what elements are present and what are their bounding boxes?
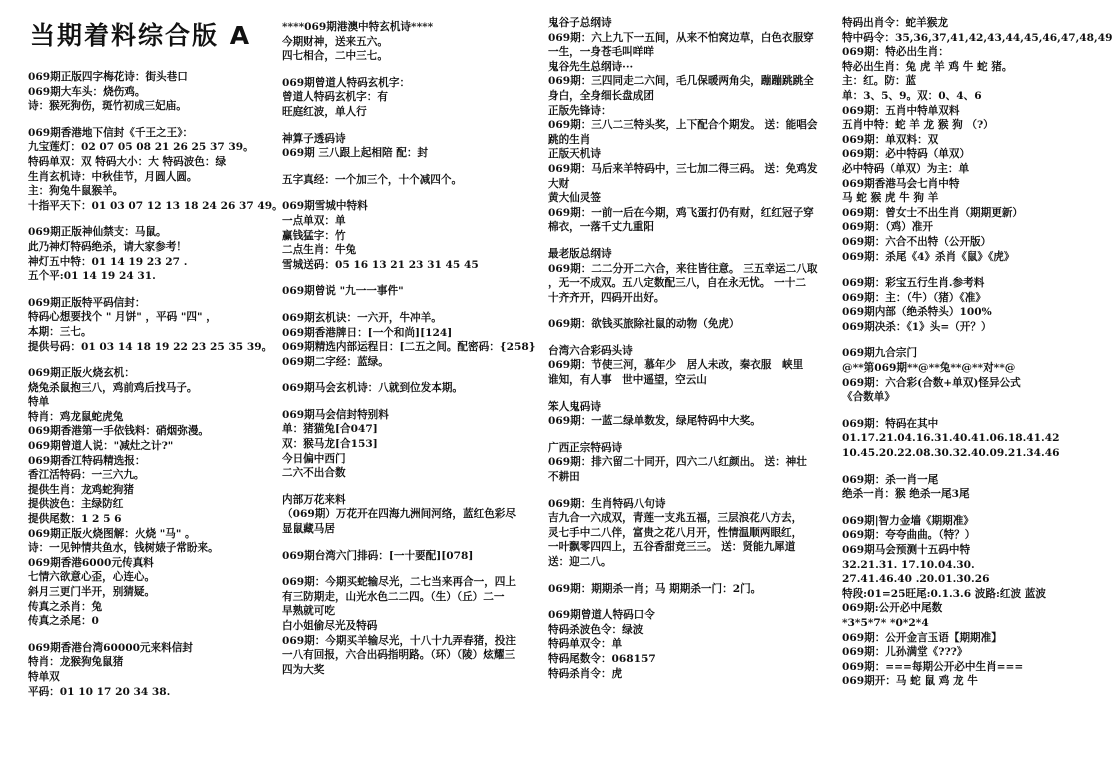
- text-section: [548, 247, 818, 305]
- text-line: 马 蛇 猴 虎 牛 狗 羊: [842, 192, 939, 205]
- text-line: 提供号码：01 03 14 18 19 22 23 25 35 39。: [28, 340, 273, 353]
- text-line: 069期：特必出生肖：: [842, 46, 949, 59]
- text-section: [28, 225, 268, 283]
- text-line: 七情六欲意心歪，心连心。: [28, 571, 156, 584]
- text-section: [548, 317, 810, 332]
- text-line: ****069期港澳中特玄机诗****: [282, 21, 434, 33]
- text-section: [282, 20, 530, 64]
- text-line: 棉衣，一落千丈九重阳: [548, 221, 654, 234]
- text-line: 069期：期期杀一肖；马 期期杀一门：2门。: [548, 582, 762, 595]
- text-line: 069期正版四字梅花诗：街头巷口: [28, 71, 188, 83]
- text-section: [548, 608, 810, 681]
- text-line: 10.45.20.22.08.30.32.40.09.21.34.46: [842, 447, 1060, 460]
- text-line: 笨人鬼码诗: [548, 400, 601, 413]
- text-line: 069期：五肖中特单双料: [842, 104, 960, 117]
- text-line: （069期）万花开在四海九洲间河络，蓝红色彩尽: [282, 508, 516, 521]
- text-line: 曾道人特码玄机字：有: [282, 91, 388, 104]
- text-line: 069期雪城中特料: [282, 200, 368, 213]
- text-section: [842, 473, 1074, 502]
- text-line: 069期：六合彩(合数+单双)怪异公式: [842, 376, 1021, 389]
- text-line: 二点生肖：牛兔: [282, 244, 357, 257]
- text-line: 069期：三八二三特头奖，上下配合个期发。 送：能唱会: [548, 119, 818, 132]
- text-section: [282, 199, 530, 272]
- text-line: ，无一不成双。五八定数配三八，自在永无忧。 一十二: [548, 277, 806, 290]
- text-section: [548, 16, 818, 235]
- text-line: 诗：猴死狗伤，斑竹初成三妃庙。: [28, 100, 187, 113]
- text-line: 诗：一见钟情共鱼水，钱树婊子常盼来。: [28, 542, 219, 555]
- text-section: [282, 173, 530, 188]
- text-line: 069期正版火烧图解：火烧 "马" 。: [28, 527, 196, 540]
- text-line: 069期香江特码精选报：: [28, 454, 146, 467]
- text-line: 069期：一蓝二绿单数发，绿尾特码中大奖。: [548, 415, 761, 428]
- text-line: 069期：必中特码（单双）: [842, 148, 971, 161]
- text-section: [842, 514, 1074, 689]
- text-line: 特段:01=25旺尾:0.1.3.6 波路:红波 蓝波: [842, 587, 1046, 600]
- text-line: 特码杀肖令：虎: [548, 667, 623, 680]
- text-line: 内部万花来料: [282, 493, 346, 506]
- text-line: 提供尾数：1 2 5 6: [28, 513, 122, 526]
- text-line: 送：迎二八。: [548, 556, 612, 568]
- text-line: 五个平:01 14 19 24 31.: [28, 270, 156, 283]
- text-line: 069期香港地下信封《千王之王》：: [28, 126, 194, 139]
- text-line: 069期：节使三河，慕年少 居人未改，秦衣服 峡里: [548, 359, 804, 372]
- text-line: 069期开：马 蛇 鼠 鸡 龙 牛: [842, 675, 978, 688]
- text-line: 069期正版火烧玄机：: [28, 367, 135, 380]
- column-3-sections: [548, 16, 818, 681]
- text-section: [842, 16, 1112, 264]
- text-line: 069期香港牌日：[一个和尚][124]: [282, 326, 453, 339]
- text-line: 今日偏中西门: [282, 452, 346, 465]
- text-line: 《合数单》: [842, 391, 895, 404]
- text-line: 鬼谷子总纲诗: [548, 17, 612, 29]
- text-line: 有三防期走，山光水色二二四。（生）（丘）二一: [282, 590, 505, 603]
- text-line: 069期：彩宝五行生肖.参考料: [842, 277, 985, 290]
- text-line: 069期香港马会七肖中特: [842, 177, 960, 190]
- text-section: [28, 641, 268, 699]
- text-section: [282, 311, 536, 369]
- text-line: 069期：一前一后在今期，鸡飞蛋打仍有财，红红冠子穿: [548, 206, 814, 219]
- text-line: 069期：今期买蛇输尽光，二七当来再合一，四上: [282, 576, 516, 589]
- text-line: 069期：马后来羊特码中，三七加二得三码。 送：免鸡发: [548, 162, 818, 175]
- column-1: [28, 20, 283, 711]
- text-line: 黄大仙灵签: [548, 192, 601, 205]
- column-1-sections: [28, 70, 283, 699]
- text-line: 二六不出合数: [282, 467, 346, 480]
- text-line: 大财: [548, 177, 570, 190]
- text-section: [282, 76, 530, 120]
- text-line: 069期：主：（牛）（猪）《准》: [842, 291, 986, 304]
- text-line: 特码单双令：单: [548, 638, 623, 651]
- text-line: 主：红。防：蓝: [842, 75, 917, 88]
- text-line: 传真之杀尾：0: [28, 615, 99, 628]
- text-line: 斜月三更门半开，别猜疑。: [28, 586, 156, 598]
- page-title: 当期着料综合版 A: [30, 21, 252, 50]
- text-line: 069期二字经：蓝绿。: [282, 355, 389, 368]
- text-line: 生肖玄机诗：中秋佳节，月圆人圆。: [28, 170, 198, 183]
- column-3: [548, 16, 818, 693]
- text-line: 传真之杀肖：兔: [28, 600, 103, 613]
- text-line: 069期：（鸡）准开: [842, 221, 933, 234]
- text-line: 单：3、5、9。双：0、4、6: [842, 89, 982, 102]
- text-line: 一生，一身苍毛叫咩咩: [548, 46, 654, 59]
- text-line: 双：猴马龙[合153]: [282, 438, 378, 451]
- text-line: 069期：三四同走二六间，毛几保暖两角尖，蹦蹦跳跳全: [548, 75, 814, 88]
- text-section: [282, 132, 530, 161]
- text-section: [842, 346, 1074, 404]
- text-line: 赢钱猛字：竹: [282, 229, 346, 242]
- text-line: 四七相合，二中三七。: [282, 50, 388, 63]
- text-line: 显鼠藏马居: [282, 523, 335, 536]
- text-line: 四为大奖: [282, 663, 325, 676]
- text-line: 此乃神灯特码绝杀，请大家参考！: [28, 240, 187, 253]
- text-line: 谁知，有人事 世中遥望，空云山: [548, 374, 707, 387]
- text-line: 069期：单双料：双: [842, 133, 939, 146]
- text-line: *3*5*7* *0*2*4: [842, 616, 929, 629]
- text-line: 069期玄机诀：一六开，牛冲羊。: [282, 311, 442, 324]
- text-section: [28, 296, 273, 354]
- text-line: 平码：01 10 17 20 34 38.: [28, 685, 171, 698]
- text-line: 069期：特码在其中: [842, 417, 939, 430]
- text-section: [282, 575, 530, 677]
- text-line: 069期曾道人特码玄机字：: [282, 76, 411, 89]
- text-line: 五肖中特：蛇 羊 龙 猴 狗 （?）: [842, 119, 994, 132]
- text-line: 069期：曾女士不出生肖（期期更新）: [842, 206, 1024, 219]
- text-line: 旺庭红波，单人行: [282, 105, 367, 118]
- text-line: 特码尾数令：068157: [548, 652, 656, 665]
- text-line: 27.41.46.40 .20.01.30.26: [842, 573, 990, 586]
- text-section: [28, 366, 268, 629]
- text-line: 069期:公开必中尾数: [842, 602, 943, 615]
- text-section: [548, 582, 810, 597]
- text-line: 069期|智力金墙《期期准》: [842, 514, 974, 527]
- text-line: 特码单双：双 特码大小：大 特码波色：绿: [28, 155, 227, 168]
- text-section: [548, 400, 810, 429]
- text-line: 烧兔杀鼠抱三八，鸡前鸡后找马子。: [28, 381, 198, 394]
- text-line: 单：猪猫兔[合047]: [282, 423, 378, 436]
- text-line: 069期：六合不出特（公开版）: [842, 235, 992, 248]
- text-line: 雪城送码：05 16 13 21 23 31 45 45: [282, 258, 479, 271]
- text-line: 十指平天下：01 03 07 12 13 18 24 26 37 49。: [28, 199, 283, 212]
- text-line: 台湾六合彩码头诗: [548, 344, 633, 357]
- text-section: [28, 70, 268, 114]
- text-line: 正版先锋诗：: [548, 104, 612, 117]
- text-line: 正版天机诗: [548, 148, 601, 161]
- text-line: 主：狗兔牛鼠猴羊。: [28, 185, 124, 198]
- text-line: 069期曾道人说："减灶之计?": [28, 440, 174, 453]
- text-line: 本期：三七。: [28, 325, 92, 338]
- text-line: 广西正宗特码诗: [548, 441, 623, 454]
- text-line: 早熟就可吃: [282, 605, 335, 618]
- text-line: 069期：杀尾《4》杀肖《鼠》《虎》: [842, 250, 1015, 263]
- text-section: [28, 126, 283, 214]
- text-line: 最老版总纲诗: [548, 247, 612, 260]
- text-line: 一叶飘零四四上，五谷香甜竞三三。 送：贤能九犀道: [548, 541, 796, 554]
- text-line: 提供波色：主绿防红: [28, 498, 124, 511]
- text-line: 特单: [28, 396, 50, 409]
- text-line: 069期：欲钱买旅除社鼠的动物（免虎）: [548, 318, 740, 331]
- text-line: 身白，全身细长盘成团: [548, 89, 654, 102]
- text-line: 一八有回报，六合出码指明路。（环）（陵）炫耀三: [282, 649, 516, 662]
- text-line: 069期：===每期公开必中生肖===: [842, 660, 1024, 673]
- text-line: 069期大车头：烧伤鸡。: [28, 85, 146, 98]
- column-2: [282, 20, 536, 689]
- text-line: 069期香港台湾60000元来料信封: [28, 641, 193, 654]
- text-line: 069期正版神仙禁支：马鼠。: [28, 226, 167, 239]
- text-line: 069期马会玄机诗：八就到位发本期。: [282, 382, 464, 395]
- text-section: [282, 381, 530, 396]
- text-line: 069期：杀一肖一尾: [842, 473, 939, 486]
- text-line: 069期：排六留二十同开，四六二八红颜出。 送：神壮: [548, 456, 807, 469]
- text-line: 069期马会信封特别料: [282, 408, 389, 421]
- text-line: 069期：六上九下一五间，从来不怕窝边草，白色衣服穿: [548, 31, 814, 44]
- text-line: 特肖：龙猴狗兔鼠猪: [28, 656, 124, 669]
- text-line: 069期正版特平码信封：: [28, 296, 146, 309]
- text-line: 069期：公开金言玉语【期期准】: [842, 631, 1002, 644]
- text-line: 特肖：鸡龙鼠蛇虎兔: [28, 410, 124, 423]
- text-section: [282, 284, 530, 299]
- text-line: 神灯五中特：01 14 19 23 27 .: [28, 255, 188, 268]
- text-line: 绝杀一肖：猴 绝杀一尾3尾: [842, 488, 970, 501]
- text-line: 一点单双：单: [282, 214, 346, 227]
- text-section: [842, 276, 1074, 334]
- text-line: 069期：生肖特码八句诗: [548, 497, 666, 510]
- text-line: 吉九合一六成双，青莲一支兆五福，三层浪花八方去，: [548, 512, 803, 525]
- text-line: 香江活特码：一三六九。: [28, 469, 145, 482]
- text-line: 特码心想要找个 " 月饼" ，平码 "四" ，: [28, 311, 217, 324]
- text-line: 069期 三八跟上起相陪 配：封: [282, 147, 429, 160]
- text-line: 不耕田: [548, 471, 580, 484]
- text-section: [842, 417, 1074, 461]
- column-4: [842, 16, 1112, 701]
- text-line: 特必出生肖：兔 虎 羊 鸡 牛 蛇 猪。: [842, 60, 1013, 73]
- column-4-sections: [842, 16, 1112, 689]
- text-line: 提供生肖：龙鸡蛇狗猪: [28, 483, 134, 496]
- text-line: 069期：儿孙满堂《???》: [842, 646, 968, 659]
- text-line: 069期马会预测十五码中特: [842, 544, 971, 556]
- text-line: 069期曾道人特码口令: [548, 609, 655, 622]
- text-line: 跳的生肖: [548, 133, 591, 146]
- text-line: 今期财神，送来五六。: [282, 35, 388, 48]
- text-section: [548, 441, 810, 485]
- text-line: 069期台湾六门排码：[一十要配][078]: [282, 549, 474, 562]
- text-line: 069期香港6000元传真料: [28, 556, 154, 569]
- text-line: 九宝莲灯：02 07 05 08 21 26 25 37 39。: [28, 141, 254, 154]
- text-line: 069期精选内部运程日：[二五之间。配密码：{258}: [282, 341, 536, 354]
- text-line: 白小姐偷尽光及特码: [282, 620, 378, 632]
- text-line: 特码出肖令：蛇羊猴龙: [842, 17, 948, 29]
- text-line: 十齐齐开，四码开出好。: [548, 291, 665, 304]
- text-section: [282, 549, 530, 564]
- text-line: 069期：二二分开二六合，来往皆往意。 三五幸运二八取: [548, 262, 818, 275]
- text-line: @**第069期**@**兔**@**对**@: [842, 362, 1016, 375]
- text-section: [548, 344, 810, 388]
- text-line: 069期：今期买羊输尽光，十八十九弄春猪，投注: [282, 634, 516, 647]
- text-section: [282, 408, 530, 481]
- text-line: 神算子透码诗: [282, 132, 346, 145]
- text-line: 069期曾说 "九一一事件": [282, 285, 404, 298]
- text-line: 特码杀波色令：绿波: [548, 623, 644, 636]
- text-line: 069期决杀：《1》头=（开？）: [842, 320, 992, 333]
- text-line: 069期九合宗门: [842, 347, 918, 360]
- text-line: 五字真经：一个加三个，十个减四个。: [282, 173, 463, 186]
- text-line: 01.17.21.04.16.31.40.41.06.18.41.42: [842, 432, 1060, 445]
- text-line: 鬼谷先生总纲诗···: [548, 60, 634, 73]
- text-section: [548, 497, 810, 570]
- text-line: 必中特码（单双）为主：单: [842, 162, 970, 175]
- text-line: 灵七手中二八伴，富贵之花八月开，性情温顺两眼红，: [548, 526, 803, 539]
- text-line: 069期：夸夸曲曲。（特？）: [842, 529, 976, 542]
- text-line: 特单双: [28, 670, 60, 683]
- column-2-sections: [282, 20, 536, 677]
- text-line: 069期内部（绝杀特头）100%: [842, 306, 992, 319]
- text-section: [282, 493, 530, 537]
- text-line: 32.21.31. 17.10.04.30.: [842, 558, 975, 571]
- text-line: 069期香港第一手依钱料：硝烟弥漫。: [28, 425, 210, 438]
- text-line: 特中码令：35,36,37,41,42,43,44,45,46,47,48,49: [842, 31, 1112, 44]
